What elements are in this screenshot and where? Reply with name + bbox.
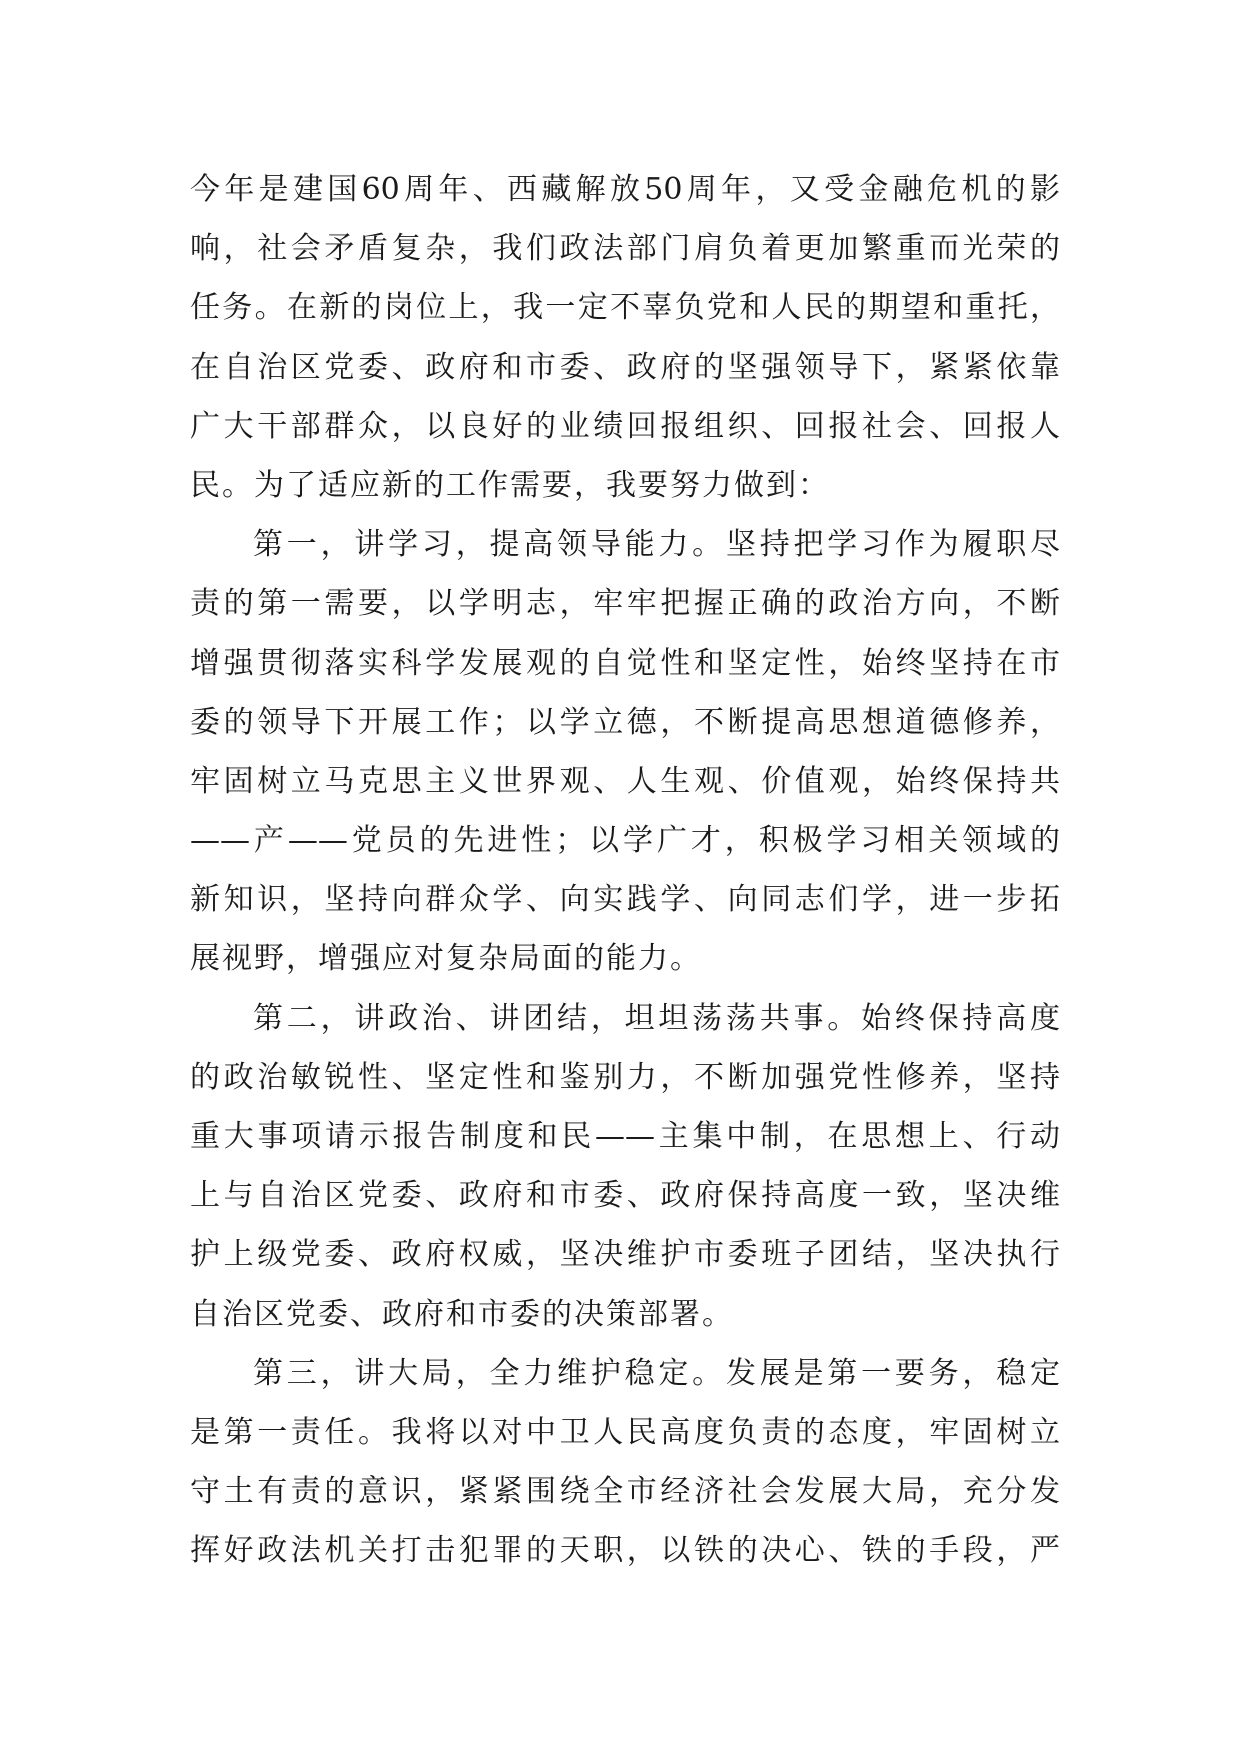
paragraph-first-line: 第一，讲学习，提高领导能力。坚持把学习作为履职尽 [253,527,1060,563]
body-text [190,160,1060,1581]
text-line: 展视野，增强应对复杂局面的能力。 [190,941,702,977]
text-line: 在自治区党委、政府和市委、政府的坚强领导下，紧紧依靠 [190,349,1060,385]
text-line: 今年是建国60周年、西藏解放50周年，又受金融危机的影 [190,172,1060,207]
text-line: 挥好政法机关打击犯罪的天职，以铁的决心、铁的手段，严 [190,1533,1060,1569]
text-line: 上与自治区党委、政府和市委、政府保持高度一致，坚决维 [190,1178,1060,1214]
paragraph-first-line: 第三，讲大局，全力维护稳定。发展是第一要务，稳定 [253,1355,1060,1391]
text-line: 民。为了适应新的工作需要，我要努力做到： [190,467,830,503]
text-line: 增强贯彻落实科学发展观的自觉性和坚定性，始终坚持在市 [190,645,1060,681]
paragraph-first-line: 第二，讲政治、讲团结，坦坦荡荡共事。始终保持高度 [253,1000,1060,1036]
text-line: 是第一责任。我将以对中卫人民高度负责的态度，牢固树立 [190,1414,1060,1450]
text-line: 任务。在新的岗位上，我一定不辜负党和人民的期望和重托， [190,290,1060,326]
text-line: 新知识，坚持向群众学、向实践学、向同志们学，进一步拓 [190,882,1060,918]
text-line: 自治区党委、政府和市委的决策部署。 [190,1296,734,1332]
text-line: 响，社会矛盾复杂，我们政法部门肩负着更加繁重而光荣的 [190,231,1060,267]
text-line: 重大事项请示报告制度和民——主集中制，在思想上、行动 [190,1119,1060,1154]
text-line: 守土有责的意识，紧紧围绕全市经济社会发展大局，充分发 [190,1474,1060,1510]
text-line: 广大干部群众，以良好的业绩回报组织、回报社会、回报人 [190,408,1060,444]
text-line: 委的领导下开展工作；以学立德，不断提高思想道德修养， [190,704,1060,740]
text-line: 护上级党委、政府权威，坚决维护市委班子团结，坚决执行 [190,1237,1060,1273]
text-line: 牢固树立马克思主义世界观、人生观、价值观，始终保持共 [190,763,1060,799]
text-line: ——产——党员的先进性；以学广才，积极学习相关领域的 [190,823,1060,859]
text-line: 的政治敏锐性、坚定性和鉴别力，不断加强党性修养，坚持 [190,1059,1060,1095]
text-line: 责的第一需要，以学明志，牢牢把握正确的政治方向，不断 [190,586,1060,622]
